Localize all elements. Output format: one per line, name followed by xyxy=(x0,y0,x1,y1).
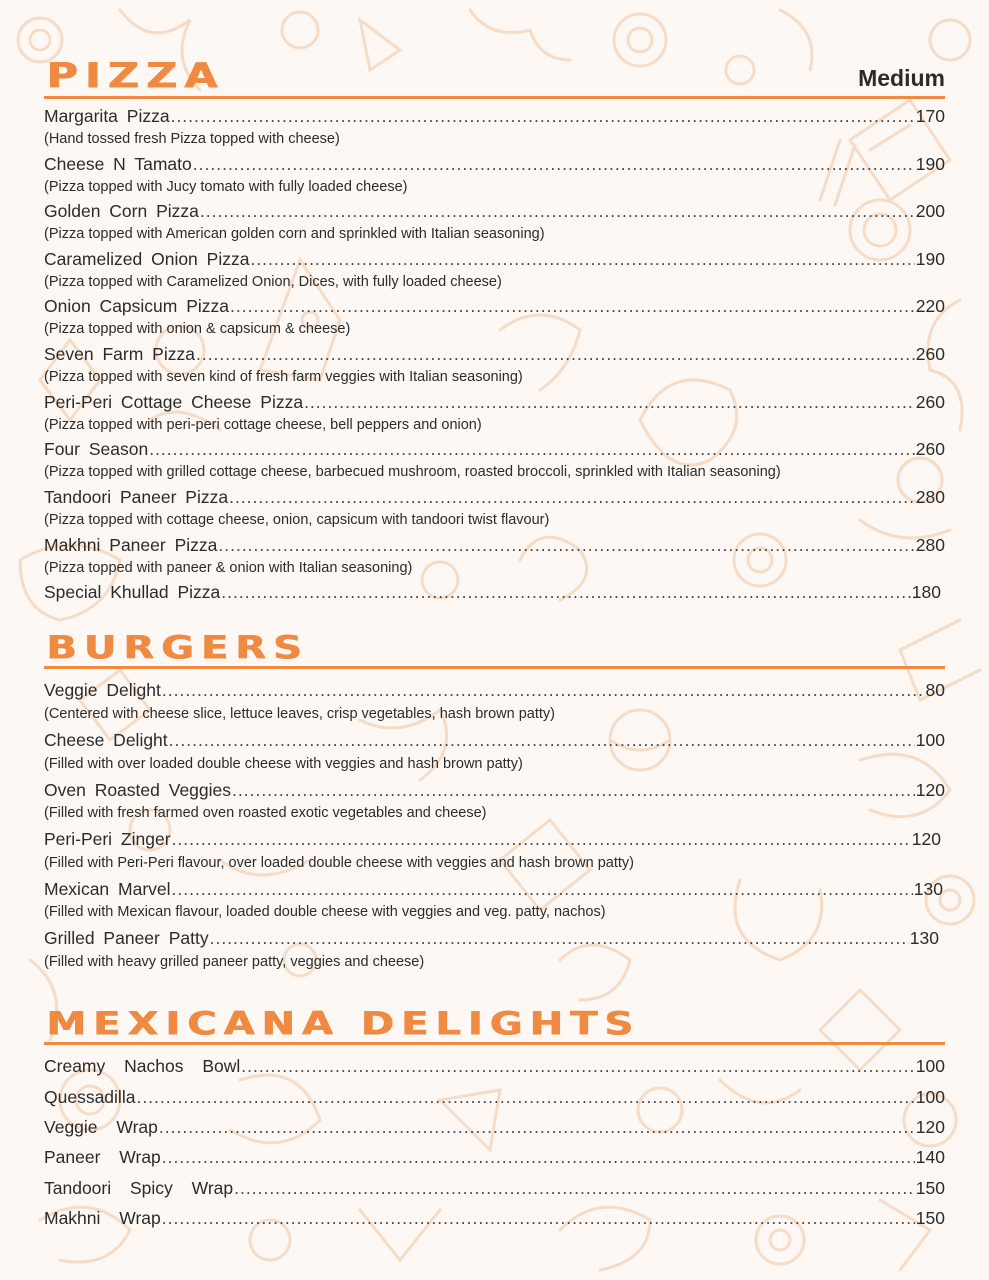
item-name: Onion Capsicum Pizza xyxy=(44,296,230,316)
dot-leader xyxy=(250,247,914,271)
item-description: (Pizza topped with paneer & onion with Italian seasoning) xyxy=(44,560,413,576)
item-description: (Filled with Peri-Peri flavour, over loaded double cheese with veggies and hash brown patty) xyxy=(44,855,634,871)
item-price: 150 xyxy=(915,1178,945,1198)
item-name: Peri-Peri Cottage Cheese Pizza xyxy=(44,392,304,412)
menu-item xyxy=(44,728,945,752)
dot-leader xyxy=(218,533,914,557)
item-price: 280 xyxy=(915,487,945,507)
menu-item xyxy=(44,199,945,223)
mexicana-section-title: MEXICANA DELIGHTS xyxy=(46,1005,640,1043)
pizza-section-header xyxy=(44,48,945,99)
item-price: 80 xyxy=(925,680,945,700)
item-name: Oven Roasted Veggies xyxy=(44,780,232,800)
item-name: Tandoori Paneer Pizza xyxy=(44,487,229,507)
menu-item xyxy=(44,1054,945,1078)
item-price: 260 xyxy=(915,392,945,412)
dot-leader xyxy=(232,778,915,802)
menu-item xyxy=(44,1115,945,1139)
menu-item xyxy=(44,533,945,557)
item-name: Seven Farm Pizza xyxy=(44,344,195,364)
item-description: (Pizza topped with Caramelized Onion, Dices, with fully loaded cheese) xyxy=(44,274,502,290)
menu-item xyxy=(44,294,945,318)
item-name: Quessadilla xyxy=(44,1087,136,1107)
dot-leader xyxy=(241,1054,915,1078)
item-price: 140 xyxy=(915,1147,945,1167)
item-price: 260 xyxy=(915,344,945,364)
dot-leader xyxy=(162,678,925,702)
item-price: 190 xyxy=(915,154,945,174)
item-description: (Pizza topped with seven kind of fresh farm veggies with Italian seasoning) xyxy=(44,369,523,385)
menu-item xyxy=(44,390,945,414)
mexicana-section-header xyxy=(44,994,945,1045)
item-price: 120 xyxy=(911,829,941,849)
dot-leader xyxy=(149,437,915,461)
menu-item xyxy=(44,152,945,176)
item-description: (Pizza topped with grilled cottage cheese, barbecued mushroom, roasted broccoli, sprinkled with Italian seasoning) xyxy=(44,464,781,480)
dot-leader xyxy=(304,390,915,414)
item-price: 150 xyxy=(915,1208,945,1228)
item-name: Makhni Wrap xyxy=(44,1208,161,1228)
menu-item xyxy=(44,778,945,802)
menu-item xyxy=(44,104,945,128)
item-description: (Filled with heavy grilled paneer patty, veggies and cheese) xyxy=(44,954,425,970)
menu-item xyxy=(44,678,945,702)
menu-item xyxy=(44,827,941,851)
dot-leader xyxy=(171,104,915,128)
item-price: 130 xyxy=(913,879,943,899)
dot-leader xyxy=(210,926,909,950)
item-name: Veggie Delight xyxy=(44,680,161,700)
item-price: 220 xyxy=(915,296,945,316)
item-name: Golden Corn Pizza xyxy=(44,201,199,221)
dot-leader xyxy=(159,1115,915,1139)
pizza-section-title: PIZZA xyxy=(46,56,225,97)
dot-leader xyxy=(193,152,915,176)
dot-leader xyxy=(172,827,911,851)
item-name: Four Season xyxy=(44,439,149,459)
item-price: 280 xyxy=(915,535,945,555)
item-name: Makhni Paneer Pizza xyxy=(44,535,218,555)
item-price: 190 xyxy=(915,249,945,269)
item-description: (Pizza topped with peri-peri cottage cheese, bell peppers and onion) xyxy=(44,417,482,433)
item-price: 180 xyxy=(911,582,941,602)
item-price: 100 xyxy=(915,730,945,750)
item-price: 120 xyxy=(915,1117,945,1137)
menu-item xyxy=(44,247,945,271)
item-description: (Filled with over loaded double cheese with veggies and hash brown patty) xyxy=(44,756,523,772)
dot-leader xyxy=(169,728,915,752)
item-name: Mexican Marvel xyxy=(44,879,171,899)
burgers-section-title: BURGERS xyxy=(46,629,309,667)
item-description: (Centered with cheese slice, lettuce leaves, crisp vegetables, hash brown patty) xyxy=(44,706,555,722)
item-name: Margarita Pizza xyxy=(44,106,170,126)
size-label: Medium xyxy=(858,65,945,91)
item-description: (Pizza topped with Jucy tomato with fully loaded cheese) xyxy=(44,179,408,195)
item-name: Special Khullad Pizza xyxy=(44,582,221,602)
item-name: Veggie Wrap xyxy=(44,1117,158,1137)
dot-leader xyxy=(172,877,913,901)
item-name: Grilled Paneer Patty xyxy=(44,928,209,948)
dot-leader xyxy=(229,485,915,509)
dot-leader xyxy=(234,1176,915,1200)
menu-item xyxy=(44,877,943,901)
item-name: Tandoori Spicy Wrap xyxy=(44,1178,234,1198)
dot-leader xyxy=(136,1085,914,1109)
item-description: (Hand tossed fresh Pizza topped with cheese) xyxy=(44,131,340,147)
item-price: 260 xyxy=(915,439,945,459)
item-name: Creamy Nachos Bowl xyxy=(44,1056,241,1076)
item-price: 170 xyxy=(915,106,945,126)
item-price: 130 xyxy=(909,928,939,948)
item-description: (Pizza topped with onion & capsicum & cheese) xyxy=(44,321,351,337)
item-name: Peri-Peri Zinger xyxy=(44,829,171,849)
item-description: (Pizza topped with cottage cheese, onion, capsicum with tandoori twist flavour) xyxy=(44,512,550,528)
dot-leader xyxy=(200,199,915,223)
item-price: 200 xyxy=(915,201,945,221)
burgers-section-header xyxy=(44,618,945,669)
menu-item xyxy=(44,580,941,604)
menu-item xyxy=(44,926,939,950)
dot-leader xyxy=(196,342,915,366)
dot-leader xyxy=(221,580,911,604)
menu-item xyxy=(44,1085,945,1109)
dot-leader xyxy=(162,1206,915,1230)
item-price: 120 xyxy=(915,780,945,800)
item-description: (Pizza topped with American golden corn and sprinkled with Italian seasoning) xyxy=(44,226,545,242)
dot-leader xyxy=(162,1145,915,1169)
menu-item xyxy=(44,1176,945,1200)
item-price: 100 xyxy=(915,1056,945,1076)
menu-item xyxy=(44,1206,945,1230)
menu-item xyxy=(44,485,945,509)
item-description: (Filled with fresh farmed oven roasted exotic vegetables and cheese) xyxy=(44,805,487,821)
item-name: Cheese Delight xyxy=(44,730,168,750)
dot-leader xyxy=(230,294,915,318)
item-name: Cheese N Tamato xyxy=(44,154,192,174)
item-name: Caramelized Onion Pizza xyxy=(44,249,250,269)
menu-item xyxy=(44,437,945,461)
menu-item xyxy=(44,1145,945,1169)
item-description: (Filled with Mexican flavour, loaded double cheese with veggies and veg. patty, nachos) xyxy=(44,904,606,920)
item-price: 100 xyxy=(915,1087,945,1107)
item-name: Paneer Wrap xyxy=(44,1147,161,1167)
menu-item xyxy=(44,342,945,366)
